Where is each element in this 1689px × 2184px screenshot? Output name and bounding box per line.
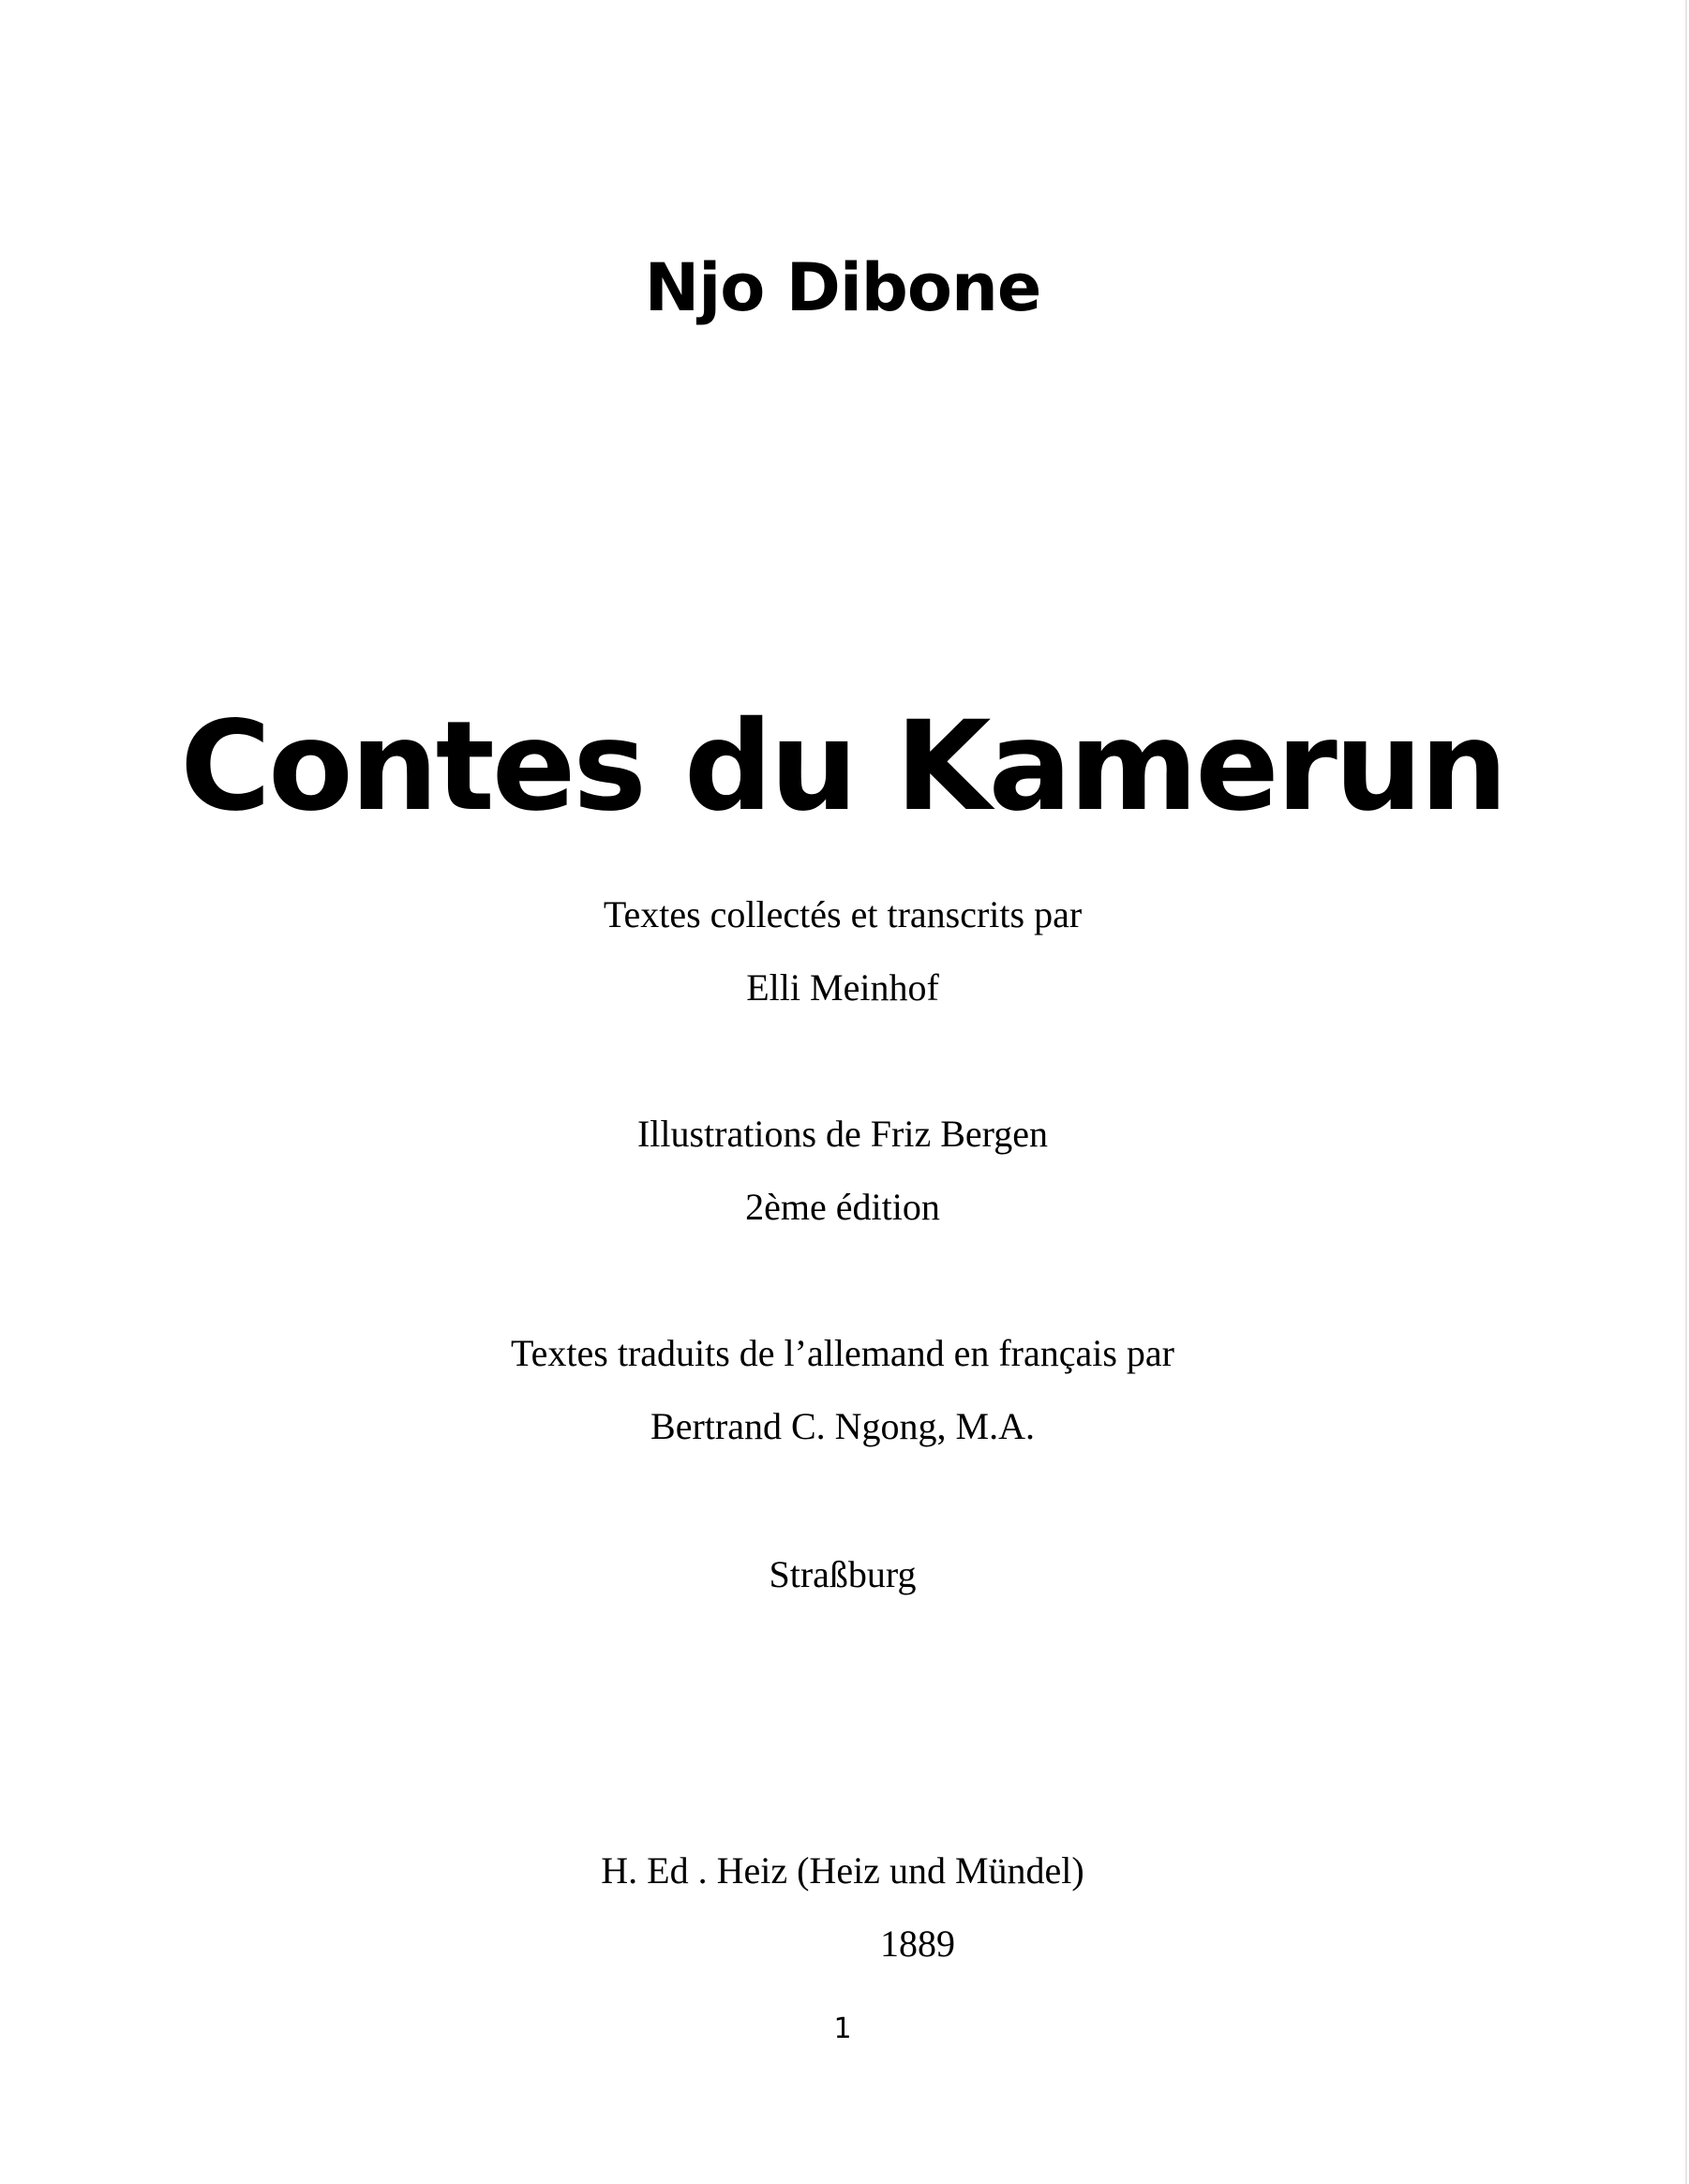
- edition-line: 2ème édition: [745, 1186, 940, 1228]
- publication-year: 1889: [880, 1922, 955, 1965]
- author-name: Njo Dibone: [644, 249, 1041, 326]
- collected-by-line: Textes collectés et transcrits par: [603, 893, 1083, 935]
- collector-name: Elli Meinhof: [746, 966, 939, 1009]
- illustrations-line: Illustrations de Friz Bergen: [636, 1113, 1049, 1155]
- publication-place: Straßburg: [769, 1553, 917, 1595]
- publisher-line: H. Ed . Heiz (Heiz und Mündel): [601, 1849, 1084, 1892]
- translated-by-line: Textes traduits de l’allemand en français par: [510, 1332, 1174, 1374]
- book-title: Contes du Kamerun: [180, 695, 1505, 839]
- translator-name: Bertrand C. Ngong, M.A.: [650, 1405, 1035, 1447]
- page-number: 1: [833, 2012, 852, 2045]
